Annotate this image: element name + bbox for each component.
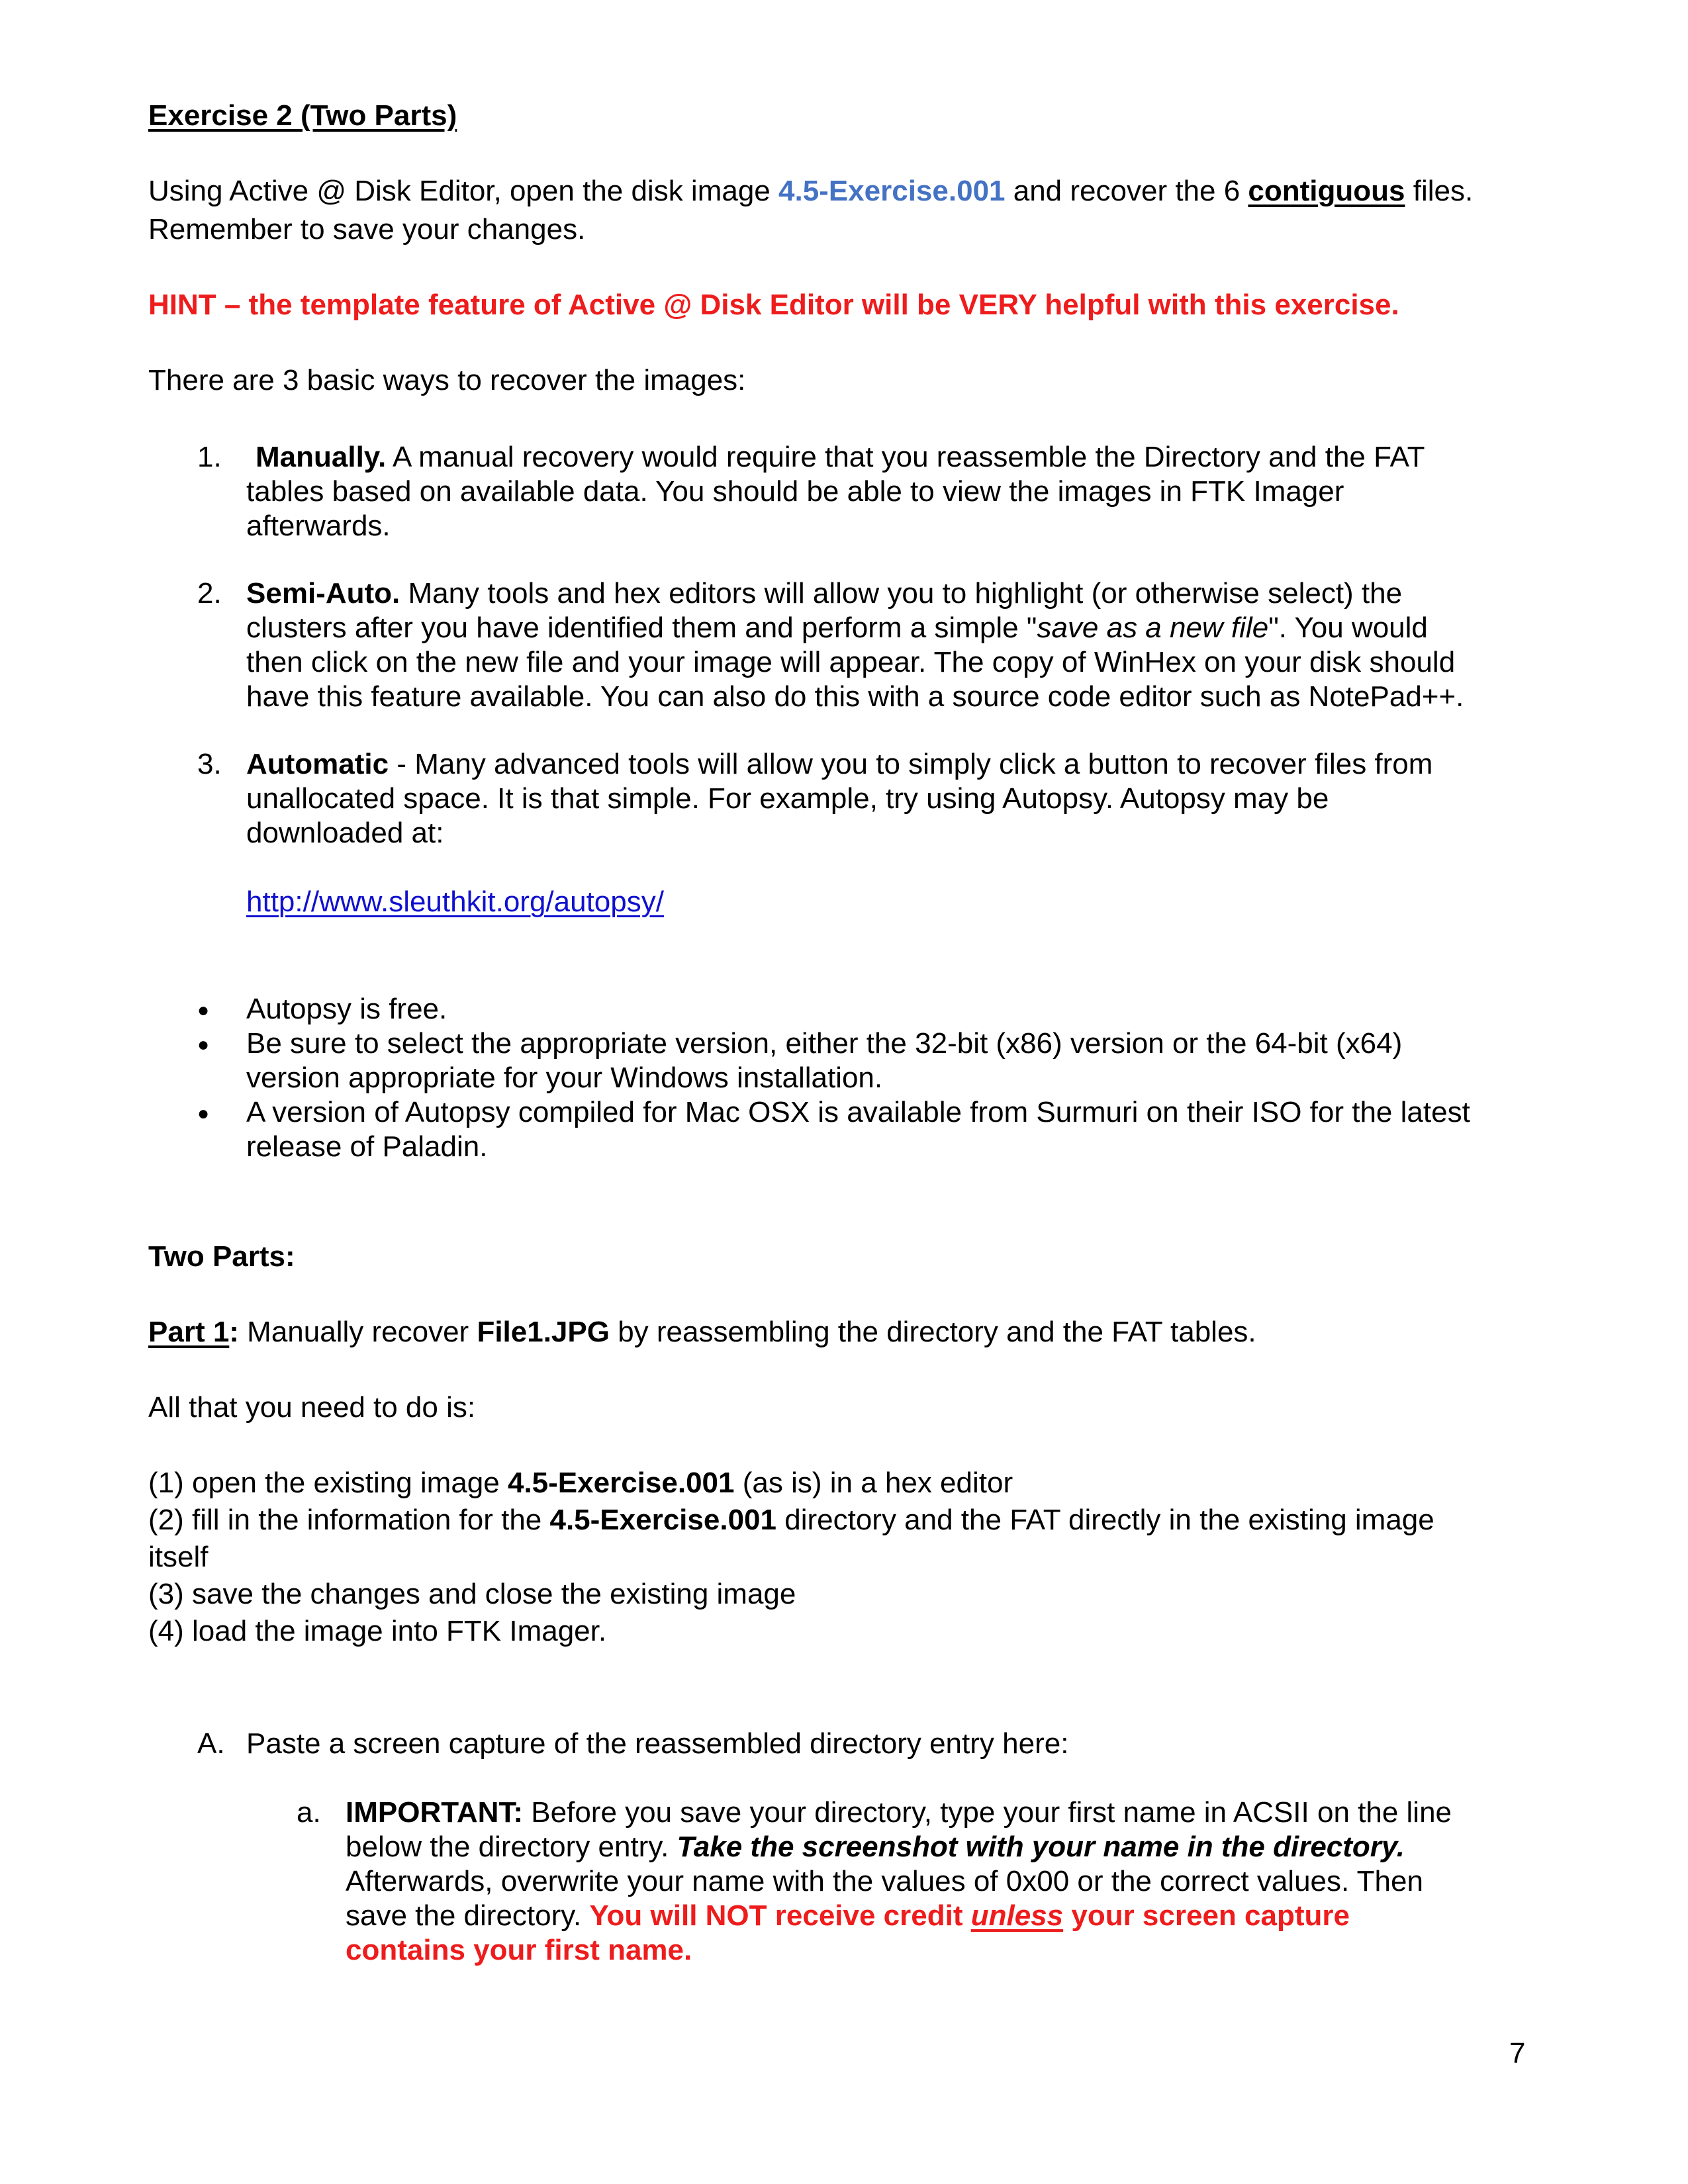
file1-jpg-name: File1.JPG: [477, 1316, 610, 1348]
hint-text: HINT – the template feature of Active @ Disk Editor will be VERY helpful with this exercise.: [148, 289, 1399, 321]
step-2-filename: 4.5-Exercise.001: [549, 1504, 776, 1536]
step-2: [148, 1504, 1434, 1537]
step-4: (4) load the image into FTK Imager.: [148, 1615, 607, 1647]
way-1-text: A manual recovery would require that you reassemble the Directory and the FAT: [386, 441, 1425, 473]
item-a-line-4: [346, 1899, 1350, 1933]
part-1-line: [148, 1316, 1256, 1349]
list-number-1: 1.: [197, 441, 222, 473]
way-3-line-1: [246, 748, 1432, 782]
bullet-dot-icon: ●: [197, 999, 210, 1021]
intro-text: files.: [1405, 175, 1474, 207]
way-3-text: - Many advanced tools will allow you to simply click a button to recover files from: [389, 748, 1433, 780]
way-3-line-2: unallocated space. It is that simple. For example, try using Autopsy. Autopsy may be: [246, 782, 1329, 815]
item-a-line-5: contains your first name.: [346, 1934, 692, 1966]
step-2-text: directory and the FAT directly in the existing image: [776, 1504, 1434, 1536]
screenshot-instruction: Take the screenshot with your name in the directory.: [677, 1831, 1405, 1863]
step-1-text: (as is) in a hex editor: [734, 1467, 1013, 1499]
credit-warning: your screen capture: [1063, 1899, 1350, 1932]
way-1-line-2: tables based on available data. You should be able to view the images in FTK Imager: [246, 475, 1344, 508]
item-a-line-2: [346, 1831, 1405, 1864]
save-as-new-file-phrase: save as a new file: [1037, 612, 1269, 644]
way-2-title: Semi-Auto.: [246, 577, 400, 610]
intro-text: and recover the 6: [1005, 175, 1248, 207]
section-a-text: Paste a screen capture of the reassembled directory entry here:: [246, 1727, 1069, 1760]
bullet-dot-icon: ●: [197, 1034, 210, 1056]
way-3-line-3: downloaded at:: [246, 817, 444, 849]
way-1-line-3: afterwards.: [246, 510, 391, 542]
important-label: IMPORTANT:: [346, 1796, 524, 1829]
section-a-letter: A.: [197, 1727, 225, 1760]
list-number-2: 2.: [197, 577, 222, 610]
way-2-line-4: have this feature available. You can also do this with a source code editor such as NotePad++.: [246, 680, 1464, 713]
step-2-text: (2) fill in the information for the: [148, 1504, 550, 1536]
item-a-line-3: Afterwards, overwrite your name with the values of 0x00 or the correct values. Then: [346, 1865, 1423, 1897]
page-heading: Exercise 2 (Two Parts): [148, 99, 457, 132]
intro-text: Using Active @ Disk Editor, open the disk image: [148, 175, 778, 207]
step-3: (3) save the changes and close the existing image: [148, 1578, 796, 1610]
way-2-line-1: [246, 577, 1402, 611]
part-1-label: Part 1: [148, 1316, 230, 1348]
step-1-filename: 4.5-Exercise.001: [507, 1467, 735, 1499]
page-number: 7: [1509, 2037, 1526, 2070]
list-number-3: 3.: [197, 748, 222, 780]
way-2-text: ". You would: [1268, 612, 1428, 644]
disk-image-filename: 4.5-Exercise.001: [778, 175, 1006, 207]
ways-intro: There are 3 basic ways to recover the images:: [148, 364, 746, 396]
item-a-line-1: [346, 1796, 1452, 1830]
way-2-text: clusters after you have identified them and perform a simple ": [246, 612, 1037, 644]
intro-line-2: Remember to save your changes.: [148, 213, 586, 246]
item-a-text: Before you save your directory, type your first name in ACSII on the line: [523, 1796, 1452, 1829]
way-1-line-1: [256, 441, 1425, 475]
way-2-line-2: [246, 612, 1428, 645]
credit-warning: You will NOT receive credit: [589, 1899, 971, 1932]
two-parts-heading: Two Parts:: [148, 1240, 295, 1273]
bullet-3-line-1: A version of Autopsy compiled for Mac OSX is available from Surmuri on their ISO for the latest: [246, 1096, 1470, 1128]
bullet-3-line-2: release of Paladin.: [246, 1130, 488, 1163]
bullet-2-line-1: Be sure to select the appropriate version, either the 32-bit (x86) version or the 64-bit (x64): [246, 1027, 1403, 1060]
part-1-text: by reassembling the directory and the FAT tables.: [609, 1316, 1256, 1348]
bullet-dot-icon: ●: [197, 1103, 210, 1124]
item-a-text: save the directory.: [346, 1899, 590, 1932]
emphasis-contiguous: contiguous: [1248, 175, 1405, 207]
way-2-text: Many tools and hex editors will allow you to highlight (or otherwise select) the: [400, 577, 1403, 610]
step-1-text: (1) open the existing image: [148, 1467, 508, 1499]
step-1: [148, 1467, 1013, 1500]
intro-line-1: [148, 175, 1473, 208]
way-1-title: Manually.: [256, 441, 387, 473]
item-a-letter: a.: [297, 1796, 321, 1829]
bullet-2-line-2: version appropriate for your Windows installation.: [246, 1062, 883, 1094]
part-1-colon: :: [229, 1316, 239, 1348]
credit-warning-unless: unless: [970, 1899, 1064, 1932]
item-a-text: below the directory entry.: [346, 1831, 677, 1863]
all-you-need-text: All that you need to do is:: [148, 1391, 476, 1424]
way-2-line-3: then click on the new file and your image will appear. The copy of WinHex on your disk should: [246, 646, 1456, 678]
way-3-title: Automatic: [246, 748, 389, 780]
step-2-continued: itself: [148, 1541, 209, 1573]
part-1-text: Manually recover: [238, 1316, 477, 1348]
bullet-1-line-1: Autopsy is free.: [246, 993, 447, 1025]
autopsy-download-link[interactable]: http://www.sleuthkit.org/autopsy/: [246, 886, 664, 918]
